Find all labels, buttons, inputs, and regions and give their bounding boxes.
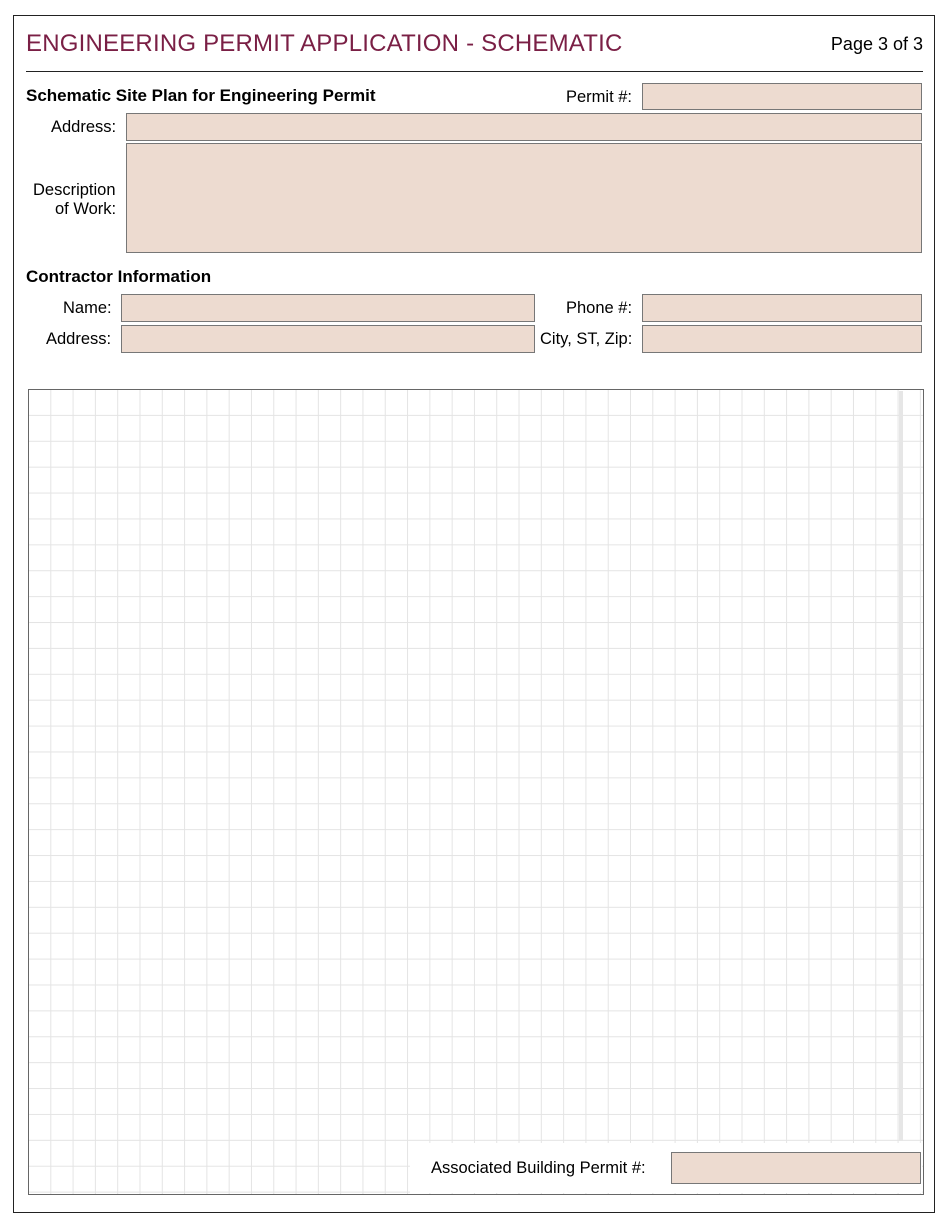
description-of-work-field[interactable] <box>126 143 922 253</box>
permit-number-field[interactable] <box>642 83 922 110</box>
associated-permit-field[interactable] <box>671 1152 921 1184</box>
contractor-city-field[interactable] <box>642 325 922 353</box>
schematic-grid[interactable] <box>28 389 924 1195</box>
page-title: ENGINEERING PERMIT APPLICATION - SCHEMATIC <box>26 30 623 57</box>
site-plan-heading: Schematic Site Plan for Engineering Permit <box>26 86 376 105</box>
site-address-label: Address: <box>51 118 117 136</box>
page-number: Page 3 of 3 <box>830 34 923 54</box>
description-label-line2: of Work: <box>55 200 117 218</box>
associated-permit-label: Associated Building Permit #: <box>431 1159 646 1177</box>
contractor-address-field[interactable] <box>121 325 535 353</box>
contractor-name-label: Name: <box>63 299 112 317</box>
contractor-phone-field[interactable] <box>642 294 922 322</box>
contractor-phone-label: Phone #: <box>566 299 633 317</box>
permit-number-label: Permit #: <box>566 88 633 106</box>
contractor-city-label: City, ST, Zip: <box>540 330 633 348</box>
header-divider <box>26 71 923 72</box>
contractor-name-field[interactable] <box>121 294 535 322</box>
grid-edge-strip <box>899 391 903 1141</box>
contractor-heading: Contractor Information <box>26 267 212 286</box>
contractor-address-label: Address: <box>46 330 112 348</box>
description-label-line1: Description <box>33 181 116 199</box>
site-address-field[interactable] <box>126 113 922 141</box>
